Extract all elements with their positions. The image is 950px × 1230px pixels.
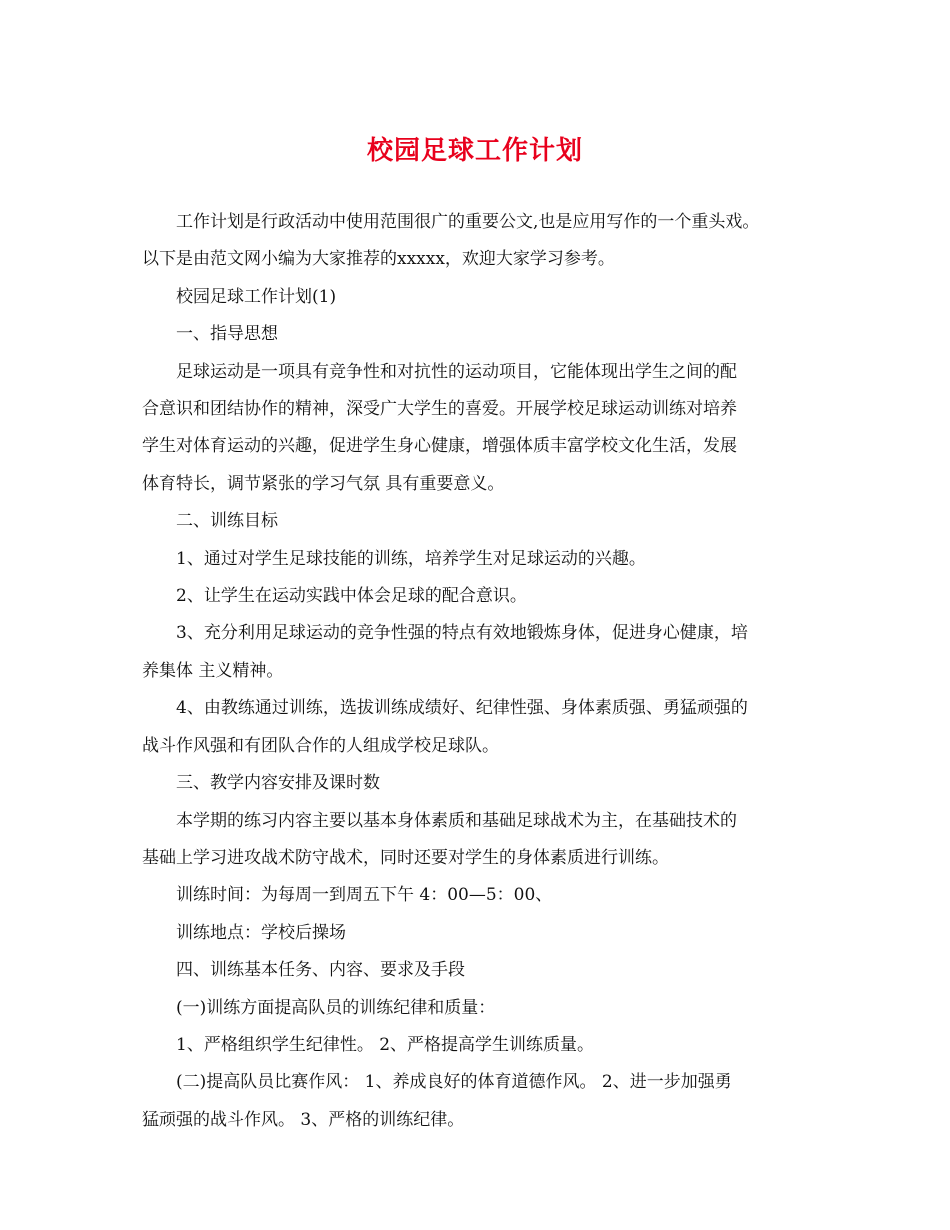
sub-heading: (二)提高队员比赛作风： 1、养成良好的体育道德作风。 2、进一步加强勇 xyxy=(176,1072,732,1093)
section-heading: 一、指导思想 xyxy=(176,324,278,345)
body-line: 合意识和团结协作的精神，深受广大学生的喜爱。开展学校足球运动训练对培养 xyxy=(142,399,737,420)
body-line: 战斗作风强和有团队合作的人组成学校足球队。 xyxy=(142,735,499,756)
document-title: 校园足球工作计划 xyxy=(366,136,583,166)
body-line: 工作计划是行政活动中使用范围很广的重要公文,也是应用写作的一个重头戏。 xyxy=(176,212,760,232)
section-heading: 二、训练目标 xyxy=(176,511,278,532)
list-item: 1、严格组织学生纪律性。 2、严格提高学生训练质量。 xyxy=(176,1034,595,1055)
training-location: 训练地点：学校后操场 xyxy=(176,922,346,943)
training-time: 训练时间：为每周一到周五下午 4：00—5：00、 xyxy=(176,885,553,906)
section-heading: 三、教学内容安排及课时数 xyxy=(176,773,380,794)
section-subtitle: 校园足球工作计划(1) xyxy=(176,286,337,307)
body-line: 以下是由范文网小编为大家推荐的xxxxx，欢迎大家学习参考。 xyxy=(142,249,615,270)
body-line: 足球运动是一项具有竞争性和对抗性的运动项目，它能体现出学生之间的配 xyxy=(176,361,737,382)
body-line: 养集体 主义精神。 xyxy=(142,660,284,681)
body-line: 体育特长，调节紧张的学习气氛 具有重要意义。 xyxy=(142,473,505,494)
list-item: 2、让学生在运动实践中体会足球的配合意识。 xyxy=(176,586,527,607)
section-heading: 四、训练基本任务、内容、要求及手段 xyxy=(176,960,465,981)
list-item: 4、由教练通过训练，选拔训练成绩好、纪律性强、身体素质强、勇猛顽强的 xyxy=(176,698,748,719)
body-line: 基础上学习进攻战术防守战术，同时还要对学生的身体素质进行训练。 xyxy=(142,847,669,868)
sub-heading: (一)训练方面提高队员的训练纪律和质量： xyxy=(176,997,496,1018)
document-body xyxy=(142,204,810,1139)
body-line: 本学期的练习内容主要以基本身体素质和基础足球战术为主，在基础技术的 xyxy=(176,810,737,831)
list-item: 3、充分利用足球运动的竞争性强的特点有效地锻炼身体，促进身心健康，培 xyxy=(176,623,748,644)
body-line: 学生对体育运动的兴趣，促进学生身心健康，增强体质丰富学校文化生活，发展 xyxy=(142,436,737,457)
body-line: 猛顽强的战斗作风。 3、严格的训练纪律。 xyxy=(142,1109,465,1130)
list-item: 1、通过对学生足球技能的训练，培养学生对足球运动的兴趣。 xyxy=(176,548,646,569)
